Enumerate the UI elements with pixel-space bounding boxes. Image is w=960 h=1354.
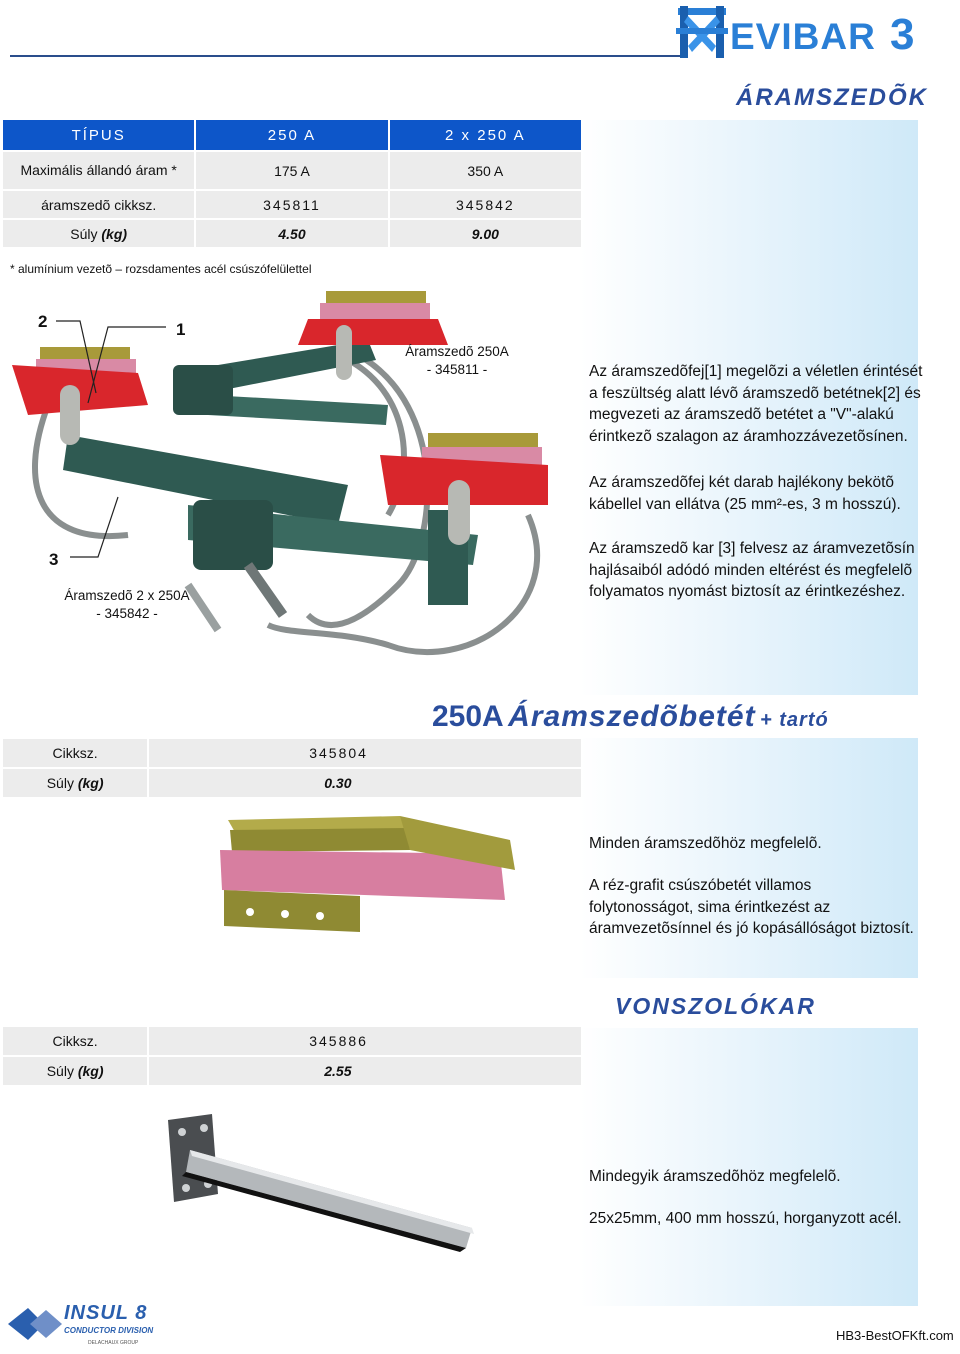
insert-top (428, 433, 538, 449)
insert-row-code (3, 739, 581, 767)
towing-weight-unit: (kg) (77, 1063, 104, 1079)
insert-weight-word: Súly (46, 775, 74, 791)
insert-title-rating: 250A (432, 700, 504, 733)
collector-desc-p3: Az áramszedõ kar [3] felvesz az áramvezetõsín hajlásaiból adódó minden eltérést és megfelelõ folyamatos nyomást biztosít az érintkezéshez. (589, 540, 915, 600)
upper-arm-bar (208, 395, 388, 425)
insert-top (326, 291, 426, 305)
insert-code-value: 345804 (149, 739, 581, 767)
evibar-logo (672, 2, 927, 62)
insul8-logo-sub: CONDUCTOR DIVISION (64, 1326, 154, 1335)
head-link (448, 480, 470, 545)
spec-header-row (3, 120, 581, 150)
spec-weight-unit: (kg) (101, 225, 128, 242)
spec-header-2x250a: 2 x 250 A (390, 120, 581, 150)
plate-hole (182, 1184, 190, 1192)
spec-header-type: TÍPUS (3, 120, 194, 150)
insul8-logo-text: INSUL 8 (64, 1302, 148, 1324)
spec-row-current (3, 152, 581, 189)
insul8-logo-icon (8, 1304, 64, 1344)
towing-arm-desc-p2: 25x25mm, 400 mm hosszú, horganyzott acél. (589, 1210, 902, 1227)
spec-value-current-b: 350 A (390, 152, 581, 189)
towing-code-value: 345886 (149, 1027, 581, 1055)
spec-value-weight-b: 9.00 (390, 220, 581, 247)
spec-row-weight (3, 220, 581, 247)
callout-number-1: 1 (176, 320, 186, 339)
collector-spec-table (1, 118, 583, 249)
insert-row-weight (3, 769, 581, 797)
insert-top (40, 347, 130, 361)
insert-hole (316, 912, 324, 920)
insert-title-suffix: + tartó (760, 709, 829, 731)
spec-value-code-a: 345811 (196, 191, 387, 218)
insul8-logo (8, 1302, 178, 1350)
spec-value-weight-a: 4.50 (196, 220, 387, 247)
upper-pivot (173, 365, 233, 415)
insul8-logo-group: DELACHAUX GROUP (88, 1340, 139, 1346)
mount-bolt (188, 585, 218, 630)
insert-strip (230, 828, 410, 852)
towing-arm-highlight (190, 1150, 474, 1234)
caption-collector-2x250a (64, 587, 190, 623)
collector-desc-p1: Az áramszedõfej[1] megelõzi a véletlen érintését a feszültség alatt lévõ áramszedõ betétnek[2] és megvezeti az áramszedõ betétet a "V"-alakú érintkezõ szalagon az áramhozzávezetõsínen. (589, 363, 923, 445)
plate-hole (178, 1128, 186, 1136)
footnote: * alumínium vezetõ – rozsdamentes acél csúszófelülettel (10, 262, 312, 276)
spec-row-code (3, 191, 581, 218)
spec-label-weight (3, 220, 194, 247)
insert-desc-p2: A réz-grafit csúszóbetét villamos folytonosságot, sima érintkezést az áramvezetõsínnel és jó kopásállóságot biztosít. (589, 877, 914, 937)
header-rule (10, 55, 685, 57)
insert-section-title (432, 700, 829, 734)
evibar-logo-number: 3 (890, 10, 915, 59)
mount-bolt (248, 565, 283, 615)
collector-desc-p2: Az áramszedõfej két darab hajlékony bekötõ kábellel van ellátva (25 mm²-es, 3 m hosszú). (589, 474, 901, 513)
head-link (60, 385, 80, 445)
plate-hole (200, 1124, 208, 1132)
insert-weight-label (3, 769, 147, 797)
towing-arm-spec-table (1, 1025, 583, 1087)
towing-arm-title: VONSZOLÓKAR (615, 993, 816, 1019)
caption-250a-code: - 345811 - (426, 362, 488, 377)
footer-website: HB3-BestOFKft.com (836, 1328, 954, 1343)
callout-line-3 (70, 497, 118, 557)
towing-arm-illustration (160, 1110, 490, 1260)
towing-arm-desc-p1: Mindegyik áramszedõhöz megfelelõ. (589, 1168, 841, 1185)
insert-weight-value: 0.30 (149, 769, 581, 797)
towing-code-label: Cikksz. (3, 1027, 147, 1055)
spec-weight-word: Súly (70, 225, 98, 242)
insert-holder (224, 890, 360, 932)
lower-pivot (193, 500, 273, 570)
insert-hole (281, 910, 289, 918)
page-title: ÁRAMSZEDÕK (736, 84, 928, 111)
evibar-logo-icon (672, 2, 732, 60)
towing-weight-label (3, 1057, 147, 1085)
collector-head-small (298, 319, 448, 345)
spec-value-code-b: 345842 (390, 191, 581, 218)
insert-graphite (320, 303, 430, 319)
head-link (336, 325, 352, 380)
spec-header-250a: 250 A (196, 120, 387, 150)
insert-illustration (210, 810, 540, 940)
towing-arm-edge (182, 1172, 466, 1252)
insert-title-name: Áramszedõbetét (508, 700, 756, 733)
right-background-panel-2 (580, 738, 918, 978)
insert-desc-p1: Minden áramszedõhöz megfelelõ. (589, 835, 822, 852)
callout-number-2: 2 (38, 312, 48, 331)
towing-weight-word: Súly (46, 1063, 74, 1079)
towing-weight-value: 2.55 (149, 1057, 581, 1085)
callout-number-3: 3 (49, 550, 59, 569)
towing-row-code (3, 1027, 581, 1055)
insert-spec-table (1, 737, 583, 799)
insert-weight-unit: (kg) (77, 775, 104, 791)
caption-collector-250a (402, 343, 512, 379)
towing-row-weight (3, 1057, 581, 1085)
caption-2x250a-name: Áramszedõ 2 x 250A (64, 588, 190, 603)
insert-code-label: Cikksz. (3, 739, 147, 767)
insert-hole (246, 908, 254, 916)
spec-label-code: áramszedõ cikksz. (3, 191, 194, 218)
caption-250a-name: Áramszedõ 250A (405, 344, 509, 359)
spec-value-current-a: 175 A (196, 152, 387, 189)
caption-2x250a-code: - 345842 - (96, 606, 158, 621)
evibar-logo-text: EVIBAR (730, 16, 876, 57)
spec-label-current: Maximális állandó áram * (3, 152, 194, 189)
